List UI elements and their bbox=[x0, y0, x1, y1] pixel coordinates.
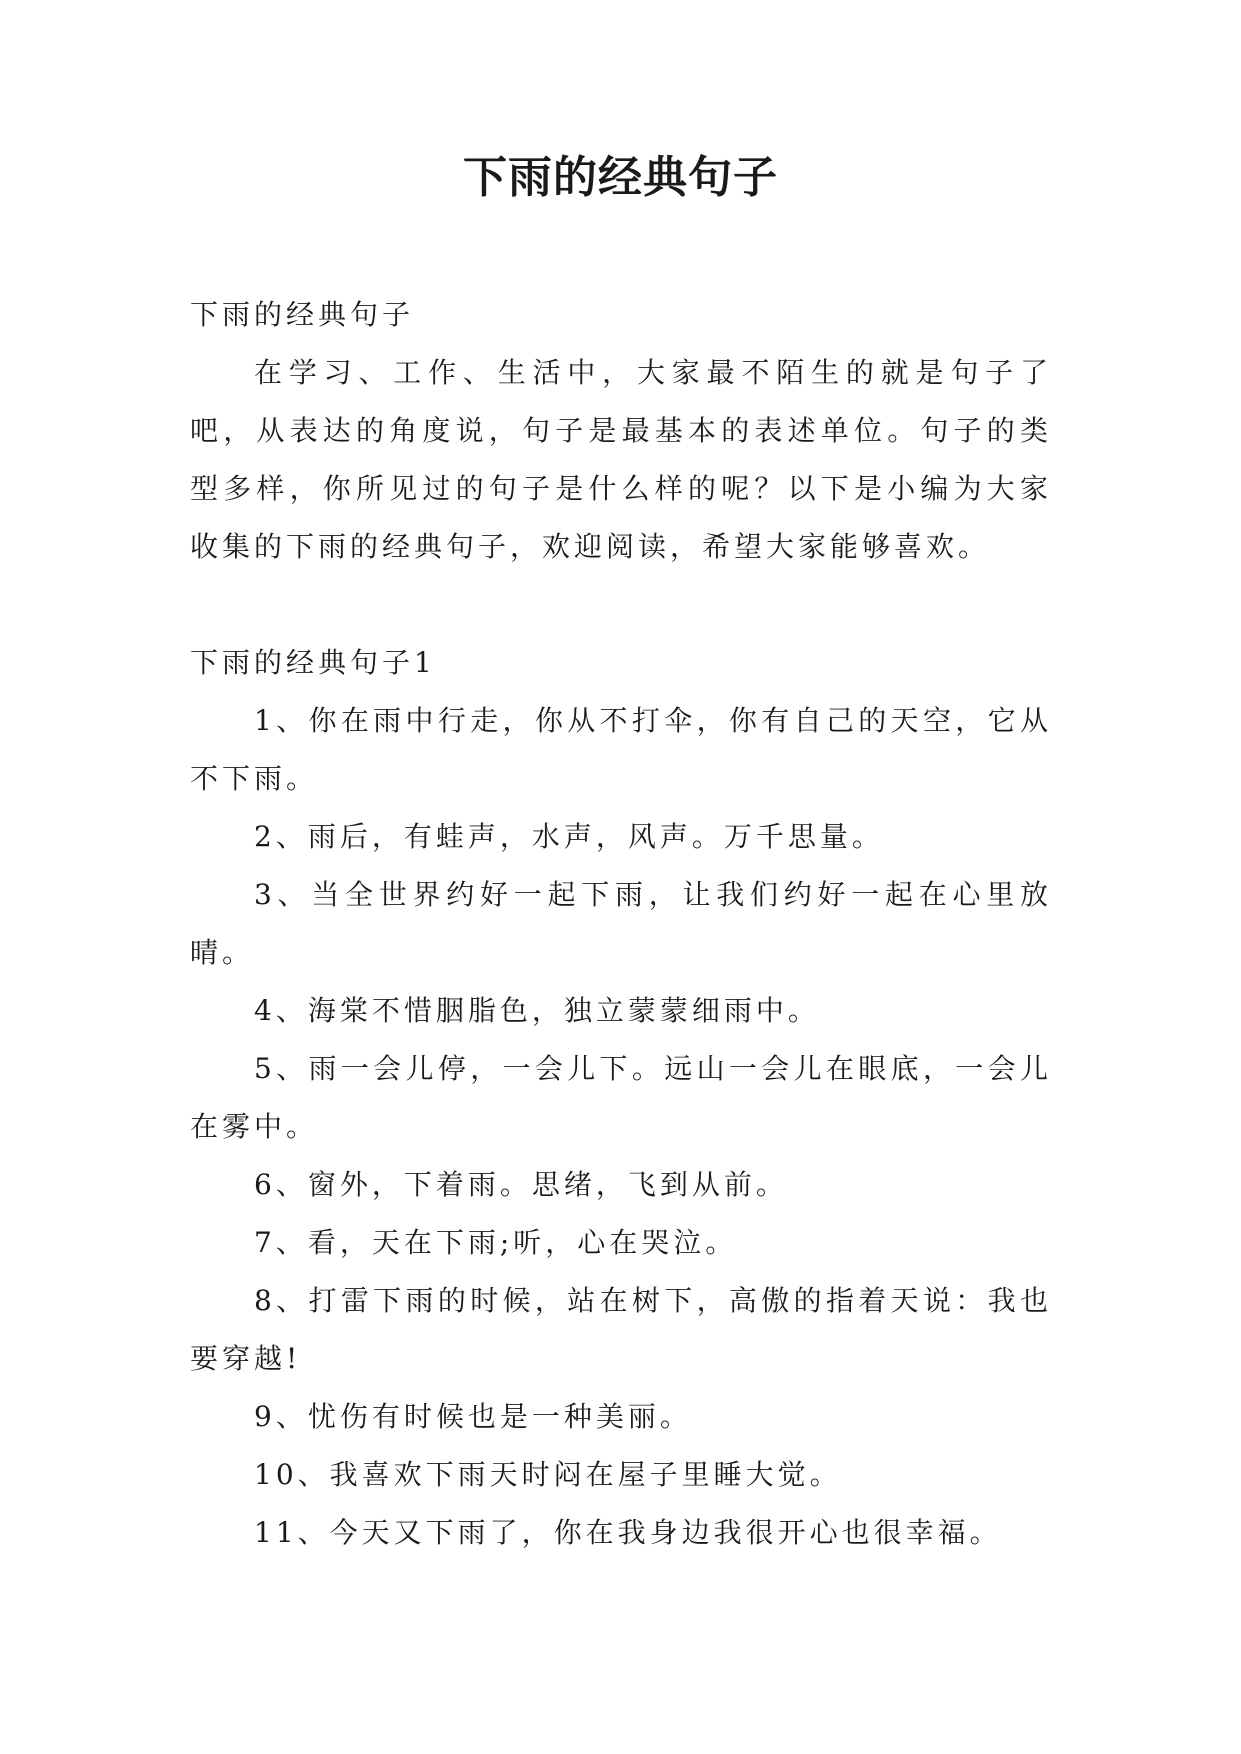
sentence-item: 5、雨一会儿停，一会儿下。远山一会儿在眼底，一会儿在雾中。 bbox=[190, 1052, 1052, 1143]
sentence-item: 7、看，天在下雨;听，心在哭泣。 bbox=[254, 1226, 738, 1259]
sentence-item: 9、忧伤有时候也是一种美丽。 bbox=[254, 1400, 692, 1433]
sentence-item: 2、雨后，有蛙声，水声，风声。万千思量。 bbox=[254, 820, 884, 853]
sentence-item: 4、海棠不惜胭脂色，独立蒙蒙细雨中。 bbox=[254, 994, 820, 1027]
section-spacer bbox=[190, 576, 1052, 634]
sentence-item: 8、打雷下雨的时候，站在树下，高傲的指着天说：我也要穿越! bbox=[190, 1284, 1052, 1375]
sentence-item: 6、窗外，下着雨。思绪，飞到从前。 bbox=[254, 1168, 788, 1201]
document-subtitle: 下雨的经典句子 bbox=[190, 298, 415, 331]
document-title: 下雨的经典句子 bbox=[463, 152, 778, 203]
sentence-item: 1、你在雨中行走，你从不打伞，你有自己的天空，它从不下雨。 bbox=[190, 704, 1052, 795]
intro-paragraph: 在学习、工作、生活中，大家最不陌生的就是句子了吧，从表达的角度说，句子是最基本的表述单位。句子的类型多样，你所见过的句子是什么样的呢？以下是小编为大家收集的下雨的经典句子，欢迎阅读，希望大家能够喜欢。 bbox=[190, 356, 1052, 563]
document-body bbox=[190, 286, 1052, 1562]
sentence-item: 11、今天又下雨了，你在我身边我很开心也很幸福。 bbox=[254, 1516, 1002, 1549]
sentence-item: 10、我喜欢下雨天时闷在屋子里睡大觉。 bbox=[254, 1458, 842, 1491]
sentence-item: 3、当全世界约好一起下雨，让我们约好一起在心里放晴。 bbox=[190, 878, 1052, 969]
section-heading: 下雨的经典句子1 bbox=[190, 646, 436, 679]
